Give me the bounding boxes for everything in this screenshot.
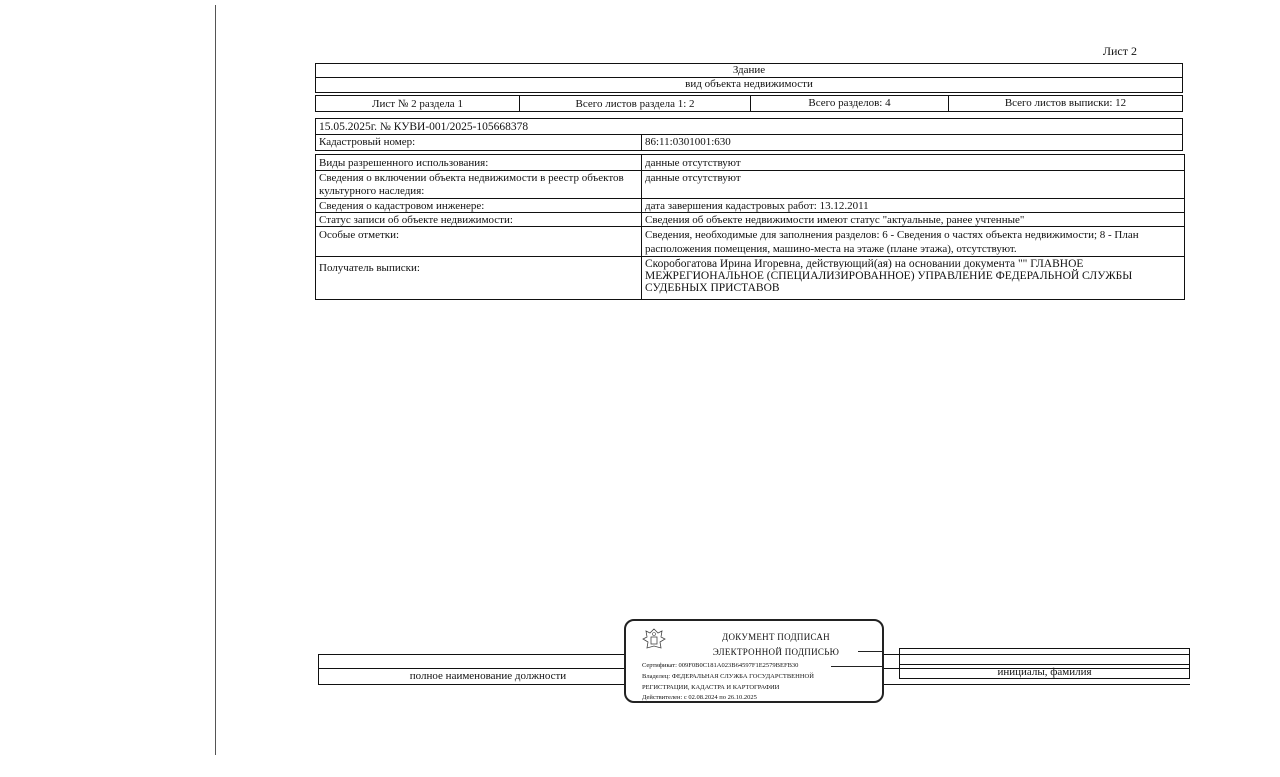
sheet-label: Лист 2	[1102, 44, 1137, 58]
stamp-title-1: ДОКУМЕНТ ПОДПИСАН	[722, 632, 830, 642]
row-value: данные отсутствуют	[645, 172, 741, 184]
row-value: данные отсутствуют	[645, 157, 741, 169]
object-name: Здание	[732, 64, 766, 76]
coat-of-arms-icon	[640, 626, 668, 654]
table-row	[316, 227, 1184, 257]
stamp-owner-1: Владелец: ФЕДЕРАЛЬНАЯ СЛУЖБА ГОСУДАРСТВЕННОЙ	[642, 673, 814, 680]
doc-number: 15.05.2025г. № КУВИ-001/2025-105668378	[319, 121, 529, 133]
table-row	[316, 199, 1184, 213]
total-sheets-extract: Всего листов выписки: 12	[1004, 97, 1127, 109]
row-value: Сведения, необходимые для заполнения разделов: 6 - Сведения о частях объекта недвижимости; 8 - План расположения помещения, машино-места на этаже (плане этажа), отсутствуют.	[645, 229, 1139, 255]
cadastral-value: 86:11:0301001:630	[645, 136, 731, 148]
row-label: Статус записи об объекте недвижимости:	[316, 213, 642, 226]
row-label: Сведения о кадастровом инженере:	[316, 199, 642, 212]
position-label: полное наименование должности	[409, 670, 567, 682]
doc-id-box	[315, 118, 1183, 151]
row-value: Сведения об объекте недвижимости имеют статус "актуальные, ранее учтенные"	[645, 214, 1025, 226]
sheet-info-row	[315, 95, 1183, 112]
table-row	[316, 171, 1184, 199]
object-type: вид объекта недвижимости	[685, 78, 813, 90]
name-label: инициалы, фамилия	[997, 666, 1092, 678]
table-row	[316, 155, 1184, 171]
stamp-owner-2: РЕГИСТРАЦИИ, КАДАСТРА И КАРТОГРАФИИ	[642, 684, 780, 691]
cadastral-label: Кадастровый номер:	[316, 135, 642, 150]
e-signature-stamp	[624, 619, 884, 703]
row-label: Сведения о включении объекта недвижимости в реестр объектов культурного наследия:	[316, 171, 642, 198]
stamp-valid: Действителен: с 02.08.2024 по 26.10.2025	[642, 694, 757, 701]
page-edge-line	[215, 5, 216, 755]
sheet-of-section: Лист № 2 раздела 1	[316, 96, 520, 111]
row-label: Виды разрешенного использования:	[316, 155, 642, 170]
table-row	[316, 257, 1184, 299]
row-label: Особые отметки:	[316, 227, 642, 256]
stamp-title-2: ЭЛЕКТРОННОЙ ПОДПИСЬЮ	[712, 647, 840, 657]
total-sections: Всего разделов: 4	[751, 96, 949, 111]
object-header	[315, 63, 1183, 93]
row-value: дата завершения кадастровых работ: 13.12.2011	[645, 200, 869, 212]
attributes-table	[315, 154, 1185, 300]
row-label: Получатель выписки:	[316, 257, 642, 299]
total-sheets-section: Всего листов раздела 1: 2	[520, 96, 751, 111]
table-row	[316, 213, 1184, 227]
row-value: Скоробогатова Ирина Игоревна, действующий(ая) на основании документа "" ГЛАВНОЕ МЕЖРЕГИОНАЛЬНОЕ (СПЕЦИАЛИЗИРОВАННОЕ) УПРАВЛЕНИЕ ФЕДЕРАЛЬНОЙ СЛУЖБЫ СУДЕБНЫХ ПРИСТАВОВ	[645, 258, 1133, 294]
stamp-certificate: Сертификат: 009F0B0C181A023B64597F1E2579BEFB30	[642, 662, 799, 669]
